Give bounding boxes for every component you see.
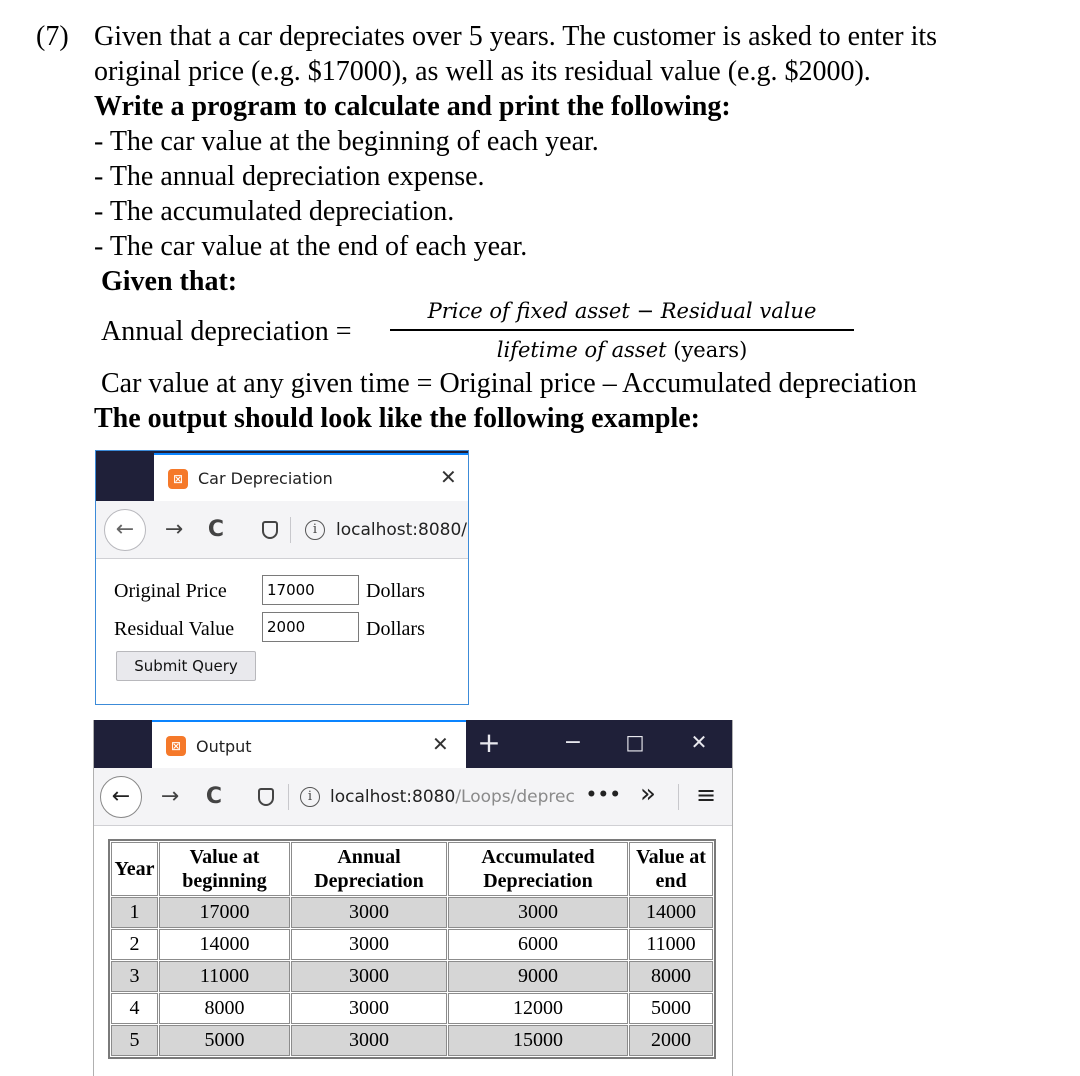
output-browser-window [93, 720, 733, 1076]
cell-accumulated-depreciation: 9000 [448, 961, 628, 992]
bullet-3: - The accumulated depreciation. [94, 196, 455, 227]
cell-value-end: 14000 [629, 897, 713, 928]
maximize-icon[interactable]: □ [625, 730, 645, 754]
original-price-unit: Dollars [366, 580, 425, 602]
output-heading: The output should look like the following example: [94, 403, 700, 434]
cell-value-end: 2000 [629, 1025, 713, 1056]
cell-value-end: 11000 [629, 929, 713, 960]
cell-year: 2 [111, 929, 158, 960]
denominator-unit: (years) [673, 338, 748, 362]
formula-denominator [390, 335, 854, 365]
url-separator [290, 517, 291, 543]
tab-close-icon[interactable]: ✕ [432, 732, 449, 756]
minimize-icon[interactable]: − [563, 730, 583, 755]
menu-icon[interactable]: ≡ [696, 781, 717, 809]
form-navbar [96, 501, 469, 559]
back-button-icon[interactable]: ← [100, 776, 142, 818]
header-annual-depreciation: Annual Depreciation [291, 842, 447, 896]
tab-car-depreciation[interactable] [154, 453, 469, 501]
bullet-4: - The car value at the end of each year. [94, 231, 528, 262]
site-info-icon[interactable]: i [305, 520, 325, 540]
overflow-icon[interactable]: » [640, 779, 656, 809]
forward-icon[interactable]: → [164, 517, 184, 542]
submit-query-button[interactable]: Submit Query [116, 651, 256, 681]
tracking-shield-icon[interactable] [262, 521, 278, 539]
url-bar[interactable] [330, 787, 575, 807]
cell-accumulated-depreciation: 12000 [448, 993, 628, 1024]
cell-value-beginning: 14000 [159, 929, 290, 960]
tab-title: Output [196, 737, 252, 756]
cell-annual-depreciation: 3000 [291, 993, 447, 1024]
url-separator [288, 784, 289, 810]
reload-icon[interactable]: C [205, 784, 223, 809]
cell-annual-depreciation: 3000 [291, 929, 447, 960]
tab-output[interactable] [152, 720, 466, 768]
cell-year: 4 [111, 993, 158, 1024]
bullet-2: - The annual depreciation expense. [94, 161, 485, 192]
cell-accumulated-depreciation: 3000 [448, 897, 628, 928]
cell-annual-depreciation: 3000 [291, 897, 447, 928]
question-number: (7) [36, 21, 69, 52]
residual-value-unit: Dollars [366, 618, 425, 640]
table-header-row [111, 842, 713, 896]
cell-annual-depreciation: 3000 [291, 961, 447, 992]
new-tab-icon[interactable]: + [477, 726, 501, 759]
cell-annual-depreciation: 3000 [291, 1025, 447, 1056]
xampp-favicon-icon: ⊠ [166, 736, 186, 756]
form-titlebar [96, 451, 468, 501]
table-row [111, 1025, 713, 1056]
cell-value-beginning: 11000 [159, 961, 290, 992]
url-path: /Loops/deprec [455, 787, 575, 807]
formula-numerator: Price of fixed asset − Residual value [427, 299, 817, 323]
question-line-1: Given that a car depreciates over 5 years. The customer is asked to enter its [94, 21, 938, 52]
cell-accumulated-depreciation: 6000 [448, 929, 628, 960]
site-info-icon[interactable]: i [300, 787, 320, 807]
given-heading: Given that: [101, 266, 238, 297]
header-accumulated-depreciation: Accumulated Depreciation [448, 842, 628, 896]
tracking-shield-icon[interactable] [258, 788, 274, 806]
forward-icon[interactable]: → [160, 784, 180, 809]
formula-2: Car value at any given time = Original price – Accumulated depreciation [101, 368, 917, 399]
cell-year: 1 [111, 897, 158, 928]
table-row [111, 929, 713, 960]
task-heading: Write a program to calculate and print the following: [94, 91, 731, 122]
original-price-label: Original Price [114, 580, 227, 602]
table-row [111, 993, 713, 1024]
cell-value-beginning: 17000 [159, 897, 290, 928]
question-line-2: original price (e.g. $17000), as well as its residual value (e.g. $2000). [94, 56, 871, 87]
original-price-input[interactable]: 17000 [262, 575, 359, 605]
cell-year: 5 [111, 1025, 158, 1056]
denominator-text: lifetime of asset [496, 338, 674, 362]
bullet-1: - The car value at the beginning of each year. [94, 126, 599, 157]
table-row [111, 897, 713, 928]
fraction-bar [390, 329, 854, 331]
back-button-icon[interactable]: ← [104, 509, 146, 551]
cell-accumulated-depreciation: 15000 [448, 1025, 628, 1056]
header-value-end: Value at end [629, 842, 713, 896]
url-bar[interactable]: localhost:8080/ [336, 520, 468, 540]
depreciation-table [108, 839, 716, 1059]
formula-fraction [390, 296, 854, 365]
output-navbar [94, 768, 733, 826]
form-browser-window [95, 450, 469, 705]
tab-close-icon[interactable]: ✕ [440, 465, 457, 489]
cell-year: 3 [111, 961, 158, 992]
cell-value-beginning: 5000 [159, 1025, 290, 1056]
url-host: localhost:8080 [330, 787, 456, 807]
cell-value-end: 8000 [629, 961, 713, 992]
table-row [111, 961, 713, 992]
output-titlebar [94, 720, 732, 768]
cell-value-end: 5000 [629, 993, 713, 1024]
header-value-beginning: Value at beginning [159, 842, 290, 896]
residual-value-input[interactable]: 2000 [262, 612, 359, 642]
xampp-favicon-icon: ⊠ [168, 469, 188, 489]
residual-value-label: Residual Value [114, 618, 235, 640]
window-close-icon[interactable]: ✕ [690, 730, 708, 754]
tab-title: Car Depreciation [198, 469, 333, 488]
cell-value-beginning: 8000 [159, 993, 290, 1024]
header-year: Year [111, 842, 158, 896]
reload-icon[interactable]: C [207, 517, 225, 542]
formula-label: Annual depreciation = [101, 316, 352, 347]
toolbar-separator [678, 784, 679, 810]
page-actions-icon[interactable]: ••• [586, 785, 622, 805]
